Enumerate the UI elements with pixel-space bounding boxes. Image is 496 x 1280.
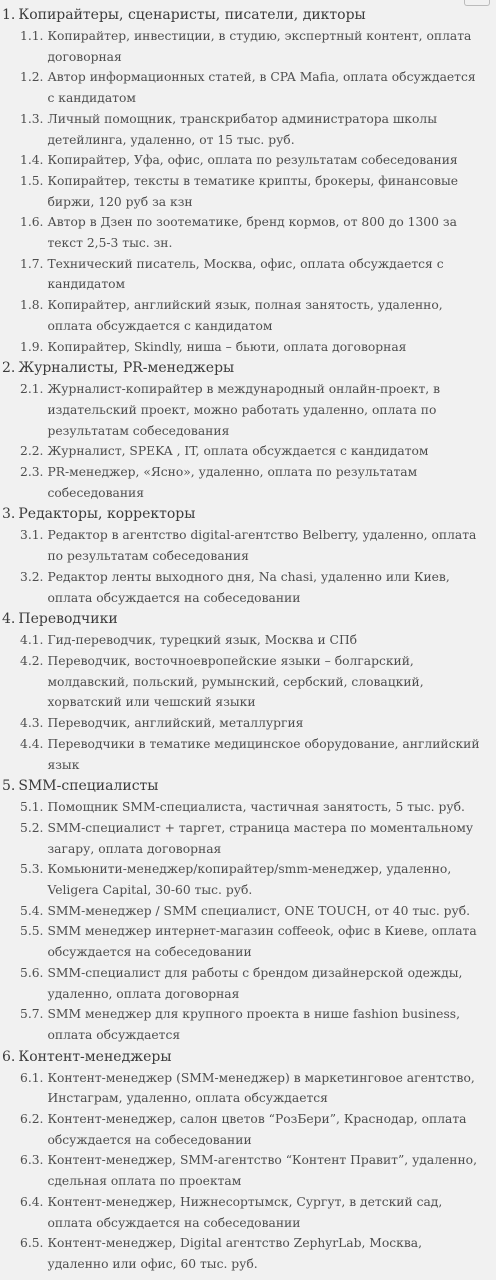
section-heading <box>0 4 492 26</box>
item-text: SMM менеджер интернет-магазин coffeeok, офис в Киеве, оплата обсуждается на собеседовании <box>47 924 477 960</box>
list-item <box>0 150 492 171</box>
item-number: 3.2. <box>20 569 44 584</box>
section-heading <box>0 357 492 379</box>
item-number: 6.3. <box>20 1153 44 1168</box>
item-number: 1.1. <box>20 29 44 43</box>
item-text: Переводчик, восточноевропейские языки – болгарский, молдавский, польский, румынский, сербский, словацкий, хорватский или чешский языки <box>47 653 424 710</box>
section-number: 5. <box>2 778 16 795</box>
item-text: Переводчики в тематике медицинское оборудование, английский язык <box>47 736 480 772</box>
item-text: Редактор ленты выходного дня, Na chasi, удаленно или Киев, оплата обсуждается на собеседовании <box>47 569 450 605</box>
item-number: 4.3. <box>20 716 44 731</box>
section <box>0 775 492 1045</box>
item-list <box>0 379 492 503</box>
item-number: 6.2. <box>20 1112 44 1127</box>
section-title: Контент-менеджеры <box>18 1048 172 1065</box>
section-number: 3. <box>2 506 16 523</box>
section <box>0 357 492 503</box>
item-number: 6.1. <box>20 1070 44 1085</box>
section <box>0 608 492 775</box>
section-heading <box>0 775 492 797</box>
item-number: 1.4. <box>20 153 44 168</box>
list-item <box>0 295 492 336</box>
item-text: Копирайтер, инвестиции, в студию, экспертный контент, оплата договорная <box>47 29 472 64</box>
list-item <box>0 921 492 962</box>
item-text: Технический писатель, Москва, офис, оплата обсуждается с кандидатом <box>47 256 444 292</box>
item-text: Контент-менеджер (SMM-менеджер) в маркетинговое агентство, Инстаграм, удаленно, оплата обсуждается <box>47 1070 475 1106</box>
item-number: 5.2. <box>20 820 44 835</box>
item-number: 1.8. <box>20 298 44 313</box>
list-item <box>0 567 492 608</box>
section-title: Редакторы, корректоры <box>18 506 196 523</box>
item-text: Контент-менеджер, SMM-агентство “Контент Правит”, удаленно, сдельная оплата по проектам <box>47 1153 477 1189</box>
item-number: 1.7. <box>20 256 44 271</box>
item-number: 2.1. <box>20 382 44 397</box>
item-number: 1.3. <box>20 111 44 126</box>
item-number: 5.7. <box>20 1007 44 1022</box>
list-item <box>0 630 492 651</box>
section-title: SMM-специалисты <box>18 778 159 795</box>
item-text: Копирайтер, Уфа, офис, оплата по результатам собеседования <box>47 153 458 168</box>
item-number: 5.5. <box>20 924 44 939</box>
item-number: 1.2. <box>20 70 44 85</box>
section-number: 2. <box>2 360 16 377</box>
list-item <box>0 859 492 900</box>
list-item <box>0 379 492 441</box>
list-item <box>0 171 492 212</box>
item-text: Комьюнити-менеджер/копирайтер/smm-менеджер, удаленно, Veligera Capital, 30-60 тыс. руб. <box>47 862 452 898</box>
item-number: 5.1. <box>20 800 44 815</box>
item-number: 3.1. <box>20 528 44 543</box>
item-number: 2.3. <box>20 465 44 480</box>
list-item <box>0 1150 492 1191</box>
item-text: Редактор в агентство digital-агентство Belberry, удаленно, оплата по результатам собеседования <box>47 528 477 564</box>
item-text: SMM-специалист + таргет, страница мастера по моментальному загару, оплата договорная <box>47 820 474 856</box>
item-text: Контент-менеджер, Нижнесортымск, Сургут, в детский сад, оплата обсуждается на собеседовании <box>47 1194 443 1230</box>
list-item <box>0 212 492 253</box>
section-title: Переводчики <box>18 611 118 628</box>
section-number: 4. <box>2 611 16 628</box>
item-text: PR-менеджер, «Ясно», удаленно, оплата по результатам собеседования <box>47 465 418 500</box>
item-text: Автор информационных статей, в CPA Mafia, оплата обсуждается с кандидатом <box>47 70 476 106</box>
section-number: 1. <box>2 7 16 23</box>
item-text: Автор в Дзен по зоотематике, бренд кормов, от 800 до 1300 за текст 2,5-3 тыс. зн. <box>47 215 457 251</box>
item-number: 5.6. <box>20 965 44 980</box>
list-item <box>0 462 492 503</box>
item-number: 6.5. <box>20 1236 44 1251</box>
item-text: Гид-переводчик, турецкий язык, Москва и СПб <box>47 633 358 648</box>
item-text: Личный помощник, транскрибатор администратора школы детейлинга, удаленно, от 15 тыс. руб. <box>47 111 437 147</box>
item-number: 1.9. <box>20 339 44 354</box>
item-text: Контент-менеджер, салон цветов “РозБери”, Краснодар, оплата обсуждается на собеседовании <box>47 1112 467 1147</box>
item-text: Помощник SMM-специалиста, частичная занятость, 5 тыс. руб. <box>47 800 465 815</box>
section-heading <box>0 1046 492 1068</box>
list-item <box>0 734 492 775</box>
list-item <box>0 651 492 713</box>
item-text: SMM-специалист для работы с брендом дизайнерской одежды, удаленно, оплата договорная <box>47 965 463 1001</box>
section-number: 6. <box>2 1048 16 1065</box>
list-item <box>0 1068 492 1109</box>
section <box>0 503 492 608</box>
item-number: 6.4. <box>20 1194 44 1209</box>
list-item <box>0 254 492 295</box>
section-heading <box>0 503 492 525</box>
list-item <box>0 901 492 922</box>
item-text: Контент-менеджер, Digital агентство ZephyrLab, Москва, удаленно или офис, 60 тыс. руб. <box>47 1236 423 1271</box>
section-heading <box>0 608 492 630</box>
item-text: Копирайтер, Skindly, ниша – бьюти, оплата договорная <box>47 339 407 354</box>
item-text: SMM менеджер для крупного проекта в нише fashion business, оплата обсуждается <box>47 1007 460 1042</box>
vacancy-list <box>0 4 492 1275</box>
section <box>0 1046 492 1275</box>
list-item <box>0 1109 492 1150</box>
list-item <box>0 26 492 67</box>
item-text: Журналист, SPEKA , IT, оплата обсуждается с кандидатом <box>47 444 429 459</box>
list-item <box>0 67 492 108</box>
item-number: 4.1. <box>20 633 44 648</box>
item-text: SMM-менеджер / SMM специалист, ONE TOUCH, от 40 тыс. руб. <box>47 903 471 918</box>
item-number: 5.3. <box>20 862 44 877</box>
list-item <box>0 797 492 818</box>
item-list <box>0 525 492 608</box>
list-item <box>0 525 492 566</box>
item-number: 1.6. <box>20 215 44 230</box>
item-number: 4.4. <box>20 736 44 751</box>
item-list <box>0 797 492 1045</box>
list-item <box>0 1233 492 1274</box>
list-item <box>0 963 492 1004</box>
item-list <box>0 1068 492 1275</box>
list-item <box>0 713 492 734</box>
item-number: 4.2. <box>20 653 44 668</box>
list-item <box>0 1004 492 1045</box>
item-list <box>0 26 492 357</box>
item-number: 1.5. <box>20 173 44 188</box>
section-title: Копирайтеры, сценаристы, писатели, дикторы <box>18 7 366 23</box>
item-text: Переводчик, английский, металлургия <box>47 716 304 731</box>
section-title: Журналисты, PR-менеджеры <box>18 360 235 377</box>
list-item <box>0 1192 492 1233</box>
item-text: Копирайтер, английский язык, полная занятость, удаленно, оплата обсуждается с кандидатом <box>47 298 443 333</box>
list-item <box>0 441 492 462</box>
section <box>0 4 492 357</box>
list-item <box>0 337 492 358</box>
item-list <box>0 630 492 775</box>
item-number: 5.4. <box>20 903 44 918</box>
list-item <box>0 818 492 859</box>
item-text: Копирайтер, тексты в тематике крипты, брокеры, финансовые биржи, 120 руб за кзн <box>47 173 459 209</box>
list-item <box>0 109 492 150</box>
item-text: Журналист-копирайтер в международный онлайн-проект, в издательский проект, можно работать удаленно, оплата по результатам собеседования <box>47 382 441 438</box>
item-number: 2.2. <box>20 444 44 459</box>
